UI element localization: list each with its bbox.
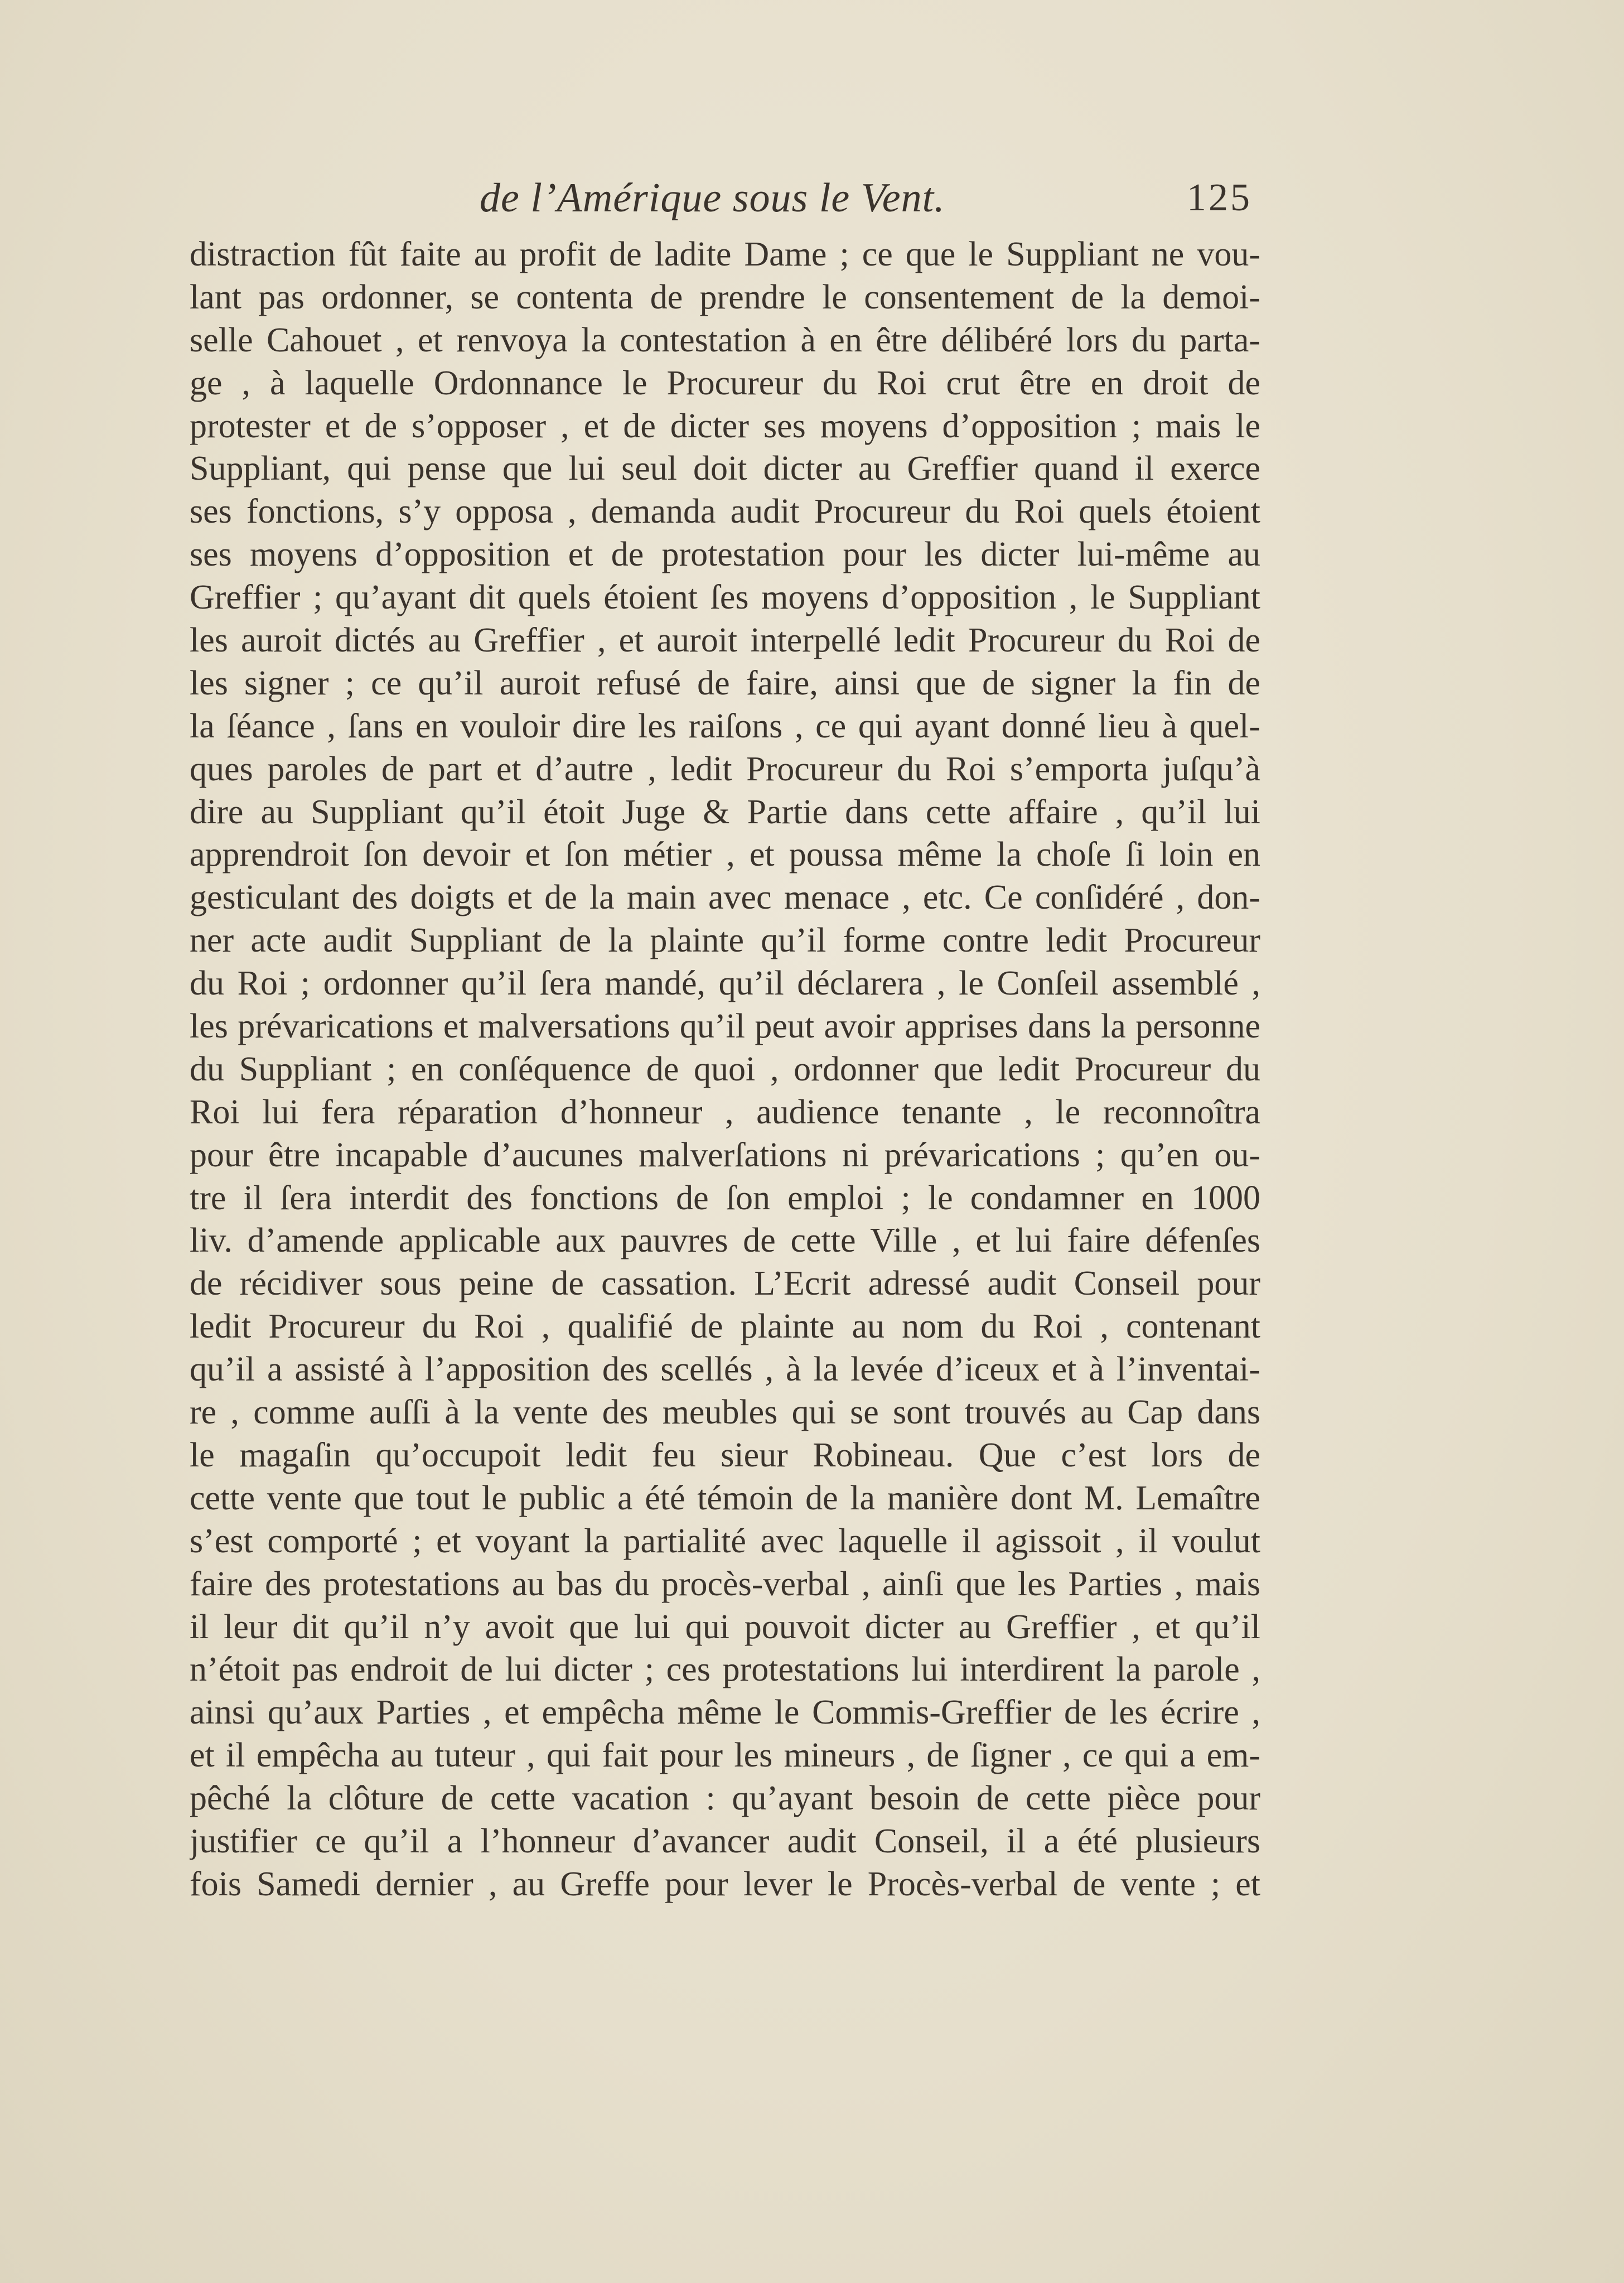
text-line: ainsi qu’aux Parties , et empêcha même le Commis-Greffier de les écrire ,	[190, 1693, 1260, 1732]
text-line: apprendroit ſon devoir et ſon métier , et poussa même la choſe ſi loin en	[190, 836, 1260, 874]
text-line: liv. d’amende applicable aux pauvres de cette Ville , et lui faire défenſes	[190, 1222, 1260, 1260]
text-line: de récidiver sous peine de cassation. L’Ecrit adressé audit Conseil pour	[190, 1264, 1260, 1303]
text-line: n’étoit pas endroit de lui dicter ; ces protestations lui interdirent la parole ,	[190, 1650, 1260, 1689]
running-head: de l’Amérique sous le Vent.	[480, 175, 945, 221]
page-number: 125	[1187, 176, 1252, 219]
text-line: le magaſin qu’occupoit ledit feu sieur Robineau. Que c’est lors de	[190, 1436, 1260, 1474]
text-line: justifier ce qu’il a l’honneur d’avancer audit Conseil, il a été plusieurs	[190, 1822, 1260, 1860]
text-line: du Roi ; ordonner qu’il ſera mandé, qu’il déclarera , le Conſeil assemblé ,	[190, 964, 1260, 1003]
text-line: Suppliant, qui pense que lui seul doit dicter au Greffier quand il exerce	[190, 450, 1260, 488]
text-line: ner acte audit Suppliant de la plainte qu’il forme contre ledit Procureur	[190, 921, 1260, 960]
text-line: s’est comporté ; et voyant la partialité avec laquelle il agissoit , il voulut	[190, 1522, 1260, 1560]
text-line: lant pas ordonner, se contenta de prendre le consentement de la demoi-	[190, 278, 1260, 316]
text-line: pour être incapable d’aucunes malverſations ni prévarications ; qu’en ou-	[190, 1136, 1260, 1174]
text-line: ledit Procureur du Roi , qualifié de plainte au nom du Roi , contenant	[190, 1307, 1260, 1346]
text-line: il leur dit qu’il n’y avoit que lui qui pouvoit dicter au Greffier , et qu’il	[190, 1608, 1260, 1646]
text-line: cette vente que tout le public a été témoin de la manière dont M. Lemaître	[190, 1479, 1260, 1517]
text-line: Roi lui fera réparation d’honneur , audience tenante , le reconnoîtra	[190, 1093, 1260, 1131]
text-line: ques paroles de part et d’autre , ledit Procureur du Roi s’emporta juſqu’à	[190, 750, 1260, 788]
text-line: dire au Suppliant qu’il étoit Juge & Partie dans cette affaire , qu’il lui	[190, 793, 1260, 831]
text-line: ge , à laquelle Ordonnance le Procureur du Roi crut être en droit de	[190, 364, 1260, 402]
text-line: du Suppliant ; en conſéquence de quoi , ordonner que ledit Procureur du	[190, 1050, 1260, 1088]
text-line: ses fonctions, s’y opposa , demanda audit Procureur du Roi quels étoient	[190, 493, 1260, 531]
text-line: gesticulant des doigts et de la main avec menace , etc. Ce conſidéré , don-	[190, 879, 1260, 917]
text-line: fois Samedi dernier , au Greffe pour lever le Procès-verbal de vente ; et	[190, 1865, 1260, 1903]
text-line: les signer ; ce qu’il auroit refusé de faire, ainsi que de signer la fin de	[190, 664, 1260, 702]
text-line: distraction fût faite au profit de ladite Dame ; ce que le Suppliant ne vou-	[190, 235, 1260, 273]
text-line: pêché la clôture de cette vacation : qu’ayant besoin de cette pièce pour	[190, 1779, 1260, 1818]
text-line: et il empêcha au tuteur , qui fait pour les mineurs , de ſigner , ce qui a em-	[190, 1736, 1260, 1775]
page-header	[190, 167, 1252, 229]
text-line: qu’il a assisté à l’apposition des scellés , à la levée d’iceux et à l’inventai-	[190, 1350, 1260, 1389]
text-line: protester et de s’opposer , et de dicter ses moyens d’opposition ; mais le	[190, 407, 1260, 445]
text-line: ses moyens d’opposition et de protestation pour les dicter lui-même au	[190, 535, 1260, 574]
text-line: la ſéance , ſans en vouloir dire les raiſons , ce qui ayant donné lieu à quel-	[190, 707, 1260, 745]
text-line: tre il ſera interdit des fonctions de ſon emploi ; le condamner en 1000	[190, 1179, 1260, 1217]
text-line: Greffier ; qu’ayant dit quels étoient ſes moyens d’opposition , le Suppliant	[190, 578, 1260, 617]
text-line: les prévarications et malversations qu’il peut avoir apprises dans la personne	[190, 1007, 1260, 1046]
text-line: re , comme auſſi à la vente des meubles qui se sont trouvés au Cap dans	[190, 1393, 1260, 1432]
text-line: selle Cahouet , et renvoya la contestation à en être délibéré lors du parta-	[190, 321, 1260, 359]
body-text	[190, 233, 1260, 1906]
text-line: faire des protestations au bas du procès-verbal , ainſi que les Parties , mais	[190, 1565, 1260, 1603]
text-line: les auroit dictés au Greffier , et auroit interpellé ledit Procureur du Roi de	[190, 621, 1260, 660]
